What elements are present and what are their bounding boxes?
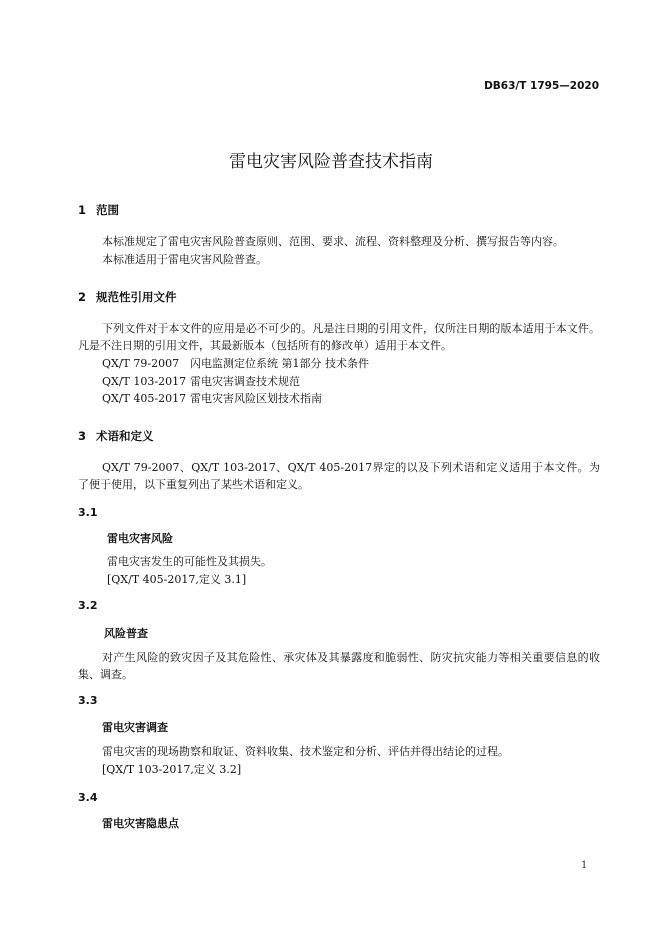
standard-code: DB63/T 1795—2020 — [484, 80, 599, 92]
reference-item — [102, 373, 300, 390]
section-title: 规范性引用文件 — [96, 290, 177, 304]
reference-item — [102, 390, 322, 407]
term-name: 雷电灾害隐患点 — [102, 817, 179, 830]
reference-title: 雷电灾害调查技术规范 — [190, 375, 300, 388]
term-source: [QX/T 405-2017,定义 3.1] — [107, 573, 247, 586]
section-title: 范围 — [96, 203, 119, 217]
section-1-paragraph-2: 本标准适用于雷电灾害风险普查。 — [102, 253, 267, 266]
term-number: 3.1 — [78, 506, 98, 519]
section-number: 3 — [78, 429, 87, 443]
reference-title: 闪电监测定位系统 第1部分 技术条件 — [190, 357, 369, 370]
term-definition: 雷电灾害的现场勘察和取证、资料收集、技术鉴定和分析、评估并得出结论的过程。 — [102, 745, 509, 758]
term-definition: 对产生风险的致灾因子及其危险性、承灾体及其暴露度和脆弱性、防灾抗灾能力等相关重要信息的收集、调查。 — [78, 651, 600, 681]
term-name: 雷电灾害调查 — [102, 721, 168, 734]
term-definition: 雷电灾害发生的可能性及其损失。 — [107, 555, 272, 568]
reference-item — [102, 355, 369, 372]
section-1-heading — [78, 202, 119, 218]
term-number: 3.2 — [78, 599, 98, 612]
section-3-paragraph: QX/T 79-2007、QX/T 103-2017、QX/T 405-2017界定的以及下列术语和定义适用于本文件。为了便于使用，以下重复列出了某些术语和定义。 — [78, 461, 600, 491]
term-number: 3.4 — [78, 791, 98, 804]
document-title: 雷电灾害风险普查技术指南 — [229, 152, 433, 172]
reference-title: 雷电灾害风险区划技术指南 — [190, 392, 322, 405]
term-source: [QX/T 103-2017,定义 3.2] — [102, 763, 242, 776]
term-number: 3.3 — [78, 694, 98, 707]
section-1-paragraph-1: 本标准规定了雷电灾害风险普查原则、范围、要求、流程、资料整理及分析、撰写报告等内容。 — [102, 235, 564, 248]
section-number: 2 — [78, 290, 87, 304]
reference-code: QX/T 103-2017 — [102, 375, 187, 388]
term-name: 风险普查 — [104, 627, 148, 640]
page-number: 1 — [581, 860, 588, 871]
term-name: 雷电灾害风险 — [107, 532, 173, 545]
section-2-heading — [78, 289, 177, 305]
section-number: 1 — [78, 203, 87, 217]
reference-code: QX/T 405-2017 — [102, 392, 187, 405]
section-2-paragraph: 下列文件对于本文件的应用是必不可少的。凡是注日期的引用文件，仅所注日期的版本适用于本文件。凡是不注日期的引用文件，其最新版本（包括所有的修改单）适用于本文件。 — [78, 322, 600, 352]
reference-code: QX/T 79-2007 — [102, 357, 180, 370]
section-3-heading — [78, 428, 154, 444]
section-title: 术语和定义 — [96, 429, 154, 443]
